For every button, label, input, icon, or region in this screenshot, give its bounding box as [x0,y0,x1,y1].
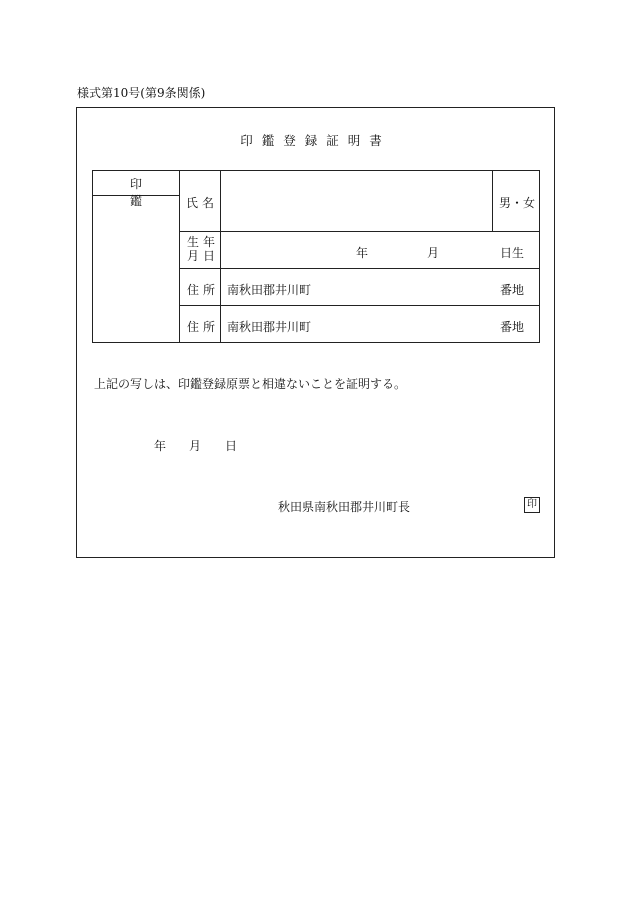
address-suffix-1: 番地 [500,283,525,297]
certification-statement: 上記の写しは、印鑑登録原票と相違ないことを証明する。 [94,377,407,391]
issue-date-year: 年 [154,439,167,453]
issue-date-month: 月 [189,439,202,453]
gender-label: 男・女 [499,196,536,210]
name-label: 氏名 [186,196,219,210]
gender-column-divider [492,170,493,232]
birth-year: 年 [356,246,369,260]
birth-label-line1: 生年 [187,235,220,249]
issue-date-day: 日 [225,439,238,453]
address-label-1: 住所 [187,283,220,297]
birth-day: 日生 [500,246,525,260]
label-column-divider [220,170,221,343]
issuer-name: 秋田県南秋田郡井川町長 [278,500,411,514]
address-suffix-2: 番地 [500,320,525,334]
address-label-2: 住所 [187,320,220,334]
birth-label-line2: 月日 [187,249,220,263]
address-row-divider [179,305,540,306]
name-row-divider [179,231,540,232]
birth-row-divider [179,268,540,269]
stamp-label: 印鑑 [129,177,164,208]
address-town-2: 南秋田郡井川町 [227,320,312,334]
birth-month: 月 [427,246,440,260]
address-town-1: 南秋田郡井川町 [227,283,312,297]
seal-mark: 印 [524,497,540,513]
document-title: 印鑑登録証明書 [240,133,391,148]
form-number: 様式第10号(第9条関係) [77,86,206,100]
